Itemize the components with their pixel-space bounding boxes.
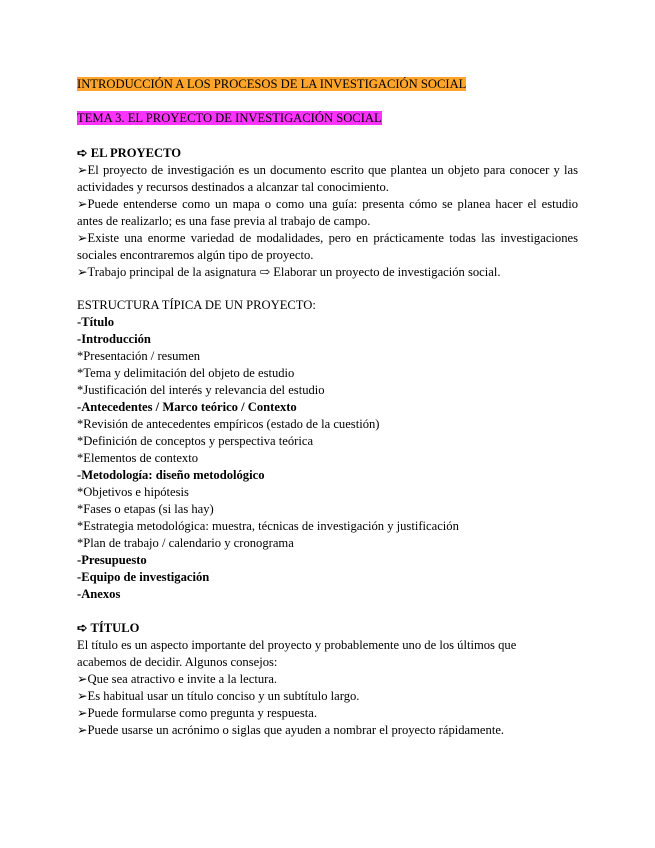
- structure-subitem: *Tema y delimitación del objeto de estudio: [77, 366, 295, 380]
- paragraph-line: acabemos de decidir. Algunos consejos:: [77, 655, 278, 669]
- paragraph-line: actividades y recursos destinados a alcanzar tal conocimiento.: [77, 180, 389, 194]
- paragraph-line: El título es un aspecto importante del proyecto y probablemente uno de los últimos que: [77, 638, 517, 652]
- structure-heading: ESTRUCTURA TÍPICA DE UN PROYECTO:: [77, 298, 316, 312]
- structure-item: -Metodología: diseño metodológico: [77, 468, 265, 482]
- structure-subitem: *Fases o etapas (si las hay): [77, 502, 214, 516]
- bullet-line: ➢Es habitual usar un título conciso y un subtítulo largo.: [77, 689, 360, 703]
- structure-subitem: *Definición de conceptos y perspectiva teórica: [77, 434, 314, 448]
- structure-subitem: *Objetivos e hipótesis: [77, 485, 189, 499]
- paragraph-line: ➢El proyecto de investigación es un documento escrito que plantea un objeto para conocer y las: [77, 163, 578, 177]
- section-heading-titulo: ➪ TÍTULO: [77, 621, 140, 635]
- structure-item: -Título: [77, 315, 115, 329]
- structure-subitem: *Justificación del interés y relevancia del estudio: [77, 383, 325, 397]
- bullet-line: ➢Que sea atractivo e invite a la lectura.: [77, 672, 278, 686]
- structure-subitem: *Elementos de contexto: [77, 451, 199, 465]
- structure-subitem: *Presentación / resumen: [77, 349, 201, 363]
- structure-item: -Anexos: [77, 587, 121, 601]
- paragraph-line: ➢Existe una enorme variedad de modalidades, pero en prácticamente todas las investigaciones: [77, 231, 578, 245]
- structure-subitem: *Estrategia metodológica: muestra, técnicas de investigación y justificación: [77, 519, 459, 533]
- structure-item: -Equipo de investigación: [77, 570, 210, 584]
- paragraph-line: ➢Puede entenderse como un mapa o como una guía: presenta cómo se planea hacer el estudio: [77, 197, 578, 211]
- structure-item: -Presupuesto: [77, 553, 147, 567]
- paragraph-line: sociales encontraremos algún tipo de proyecto.: [77, 248, 314, 262]
- course-title: [77, 76, 466, 93]
- structure-item: -Introducción: [77, 332, 151, 346]
- bullet-line: ➢Puede formularse como pregunta y respuesta.: [77, 706, 317, 720]
- section-heading-proyecto: ➪ EL PROYECTO: [77, 146, 182, 160]
- topic-title: [77, 110, 382, 127]
- structure-item: -Antecedentes / Marco teórico / Contexto: [77, 400, 297, 414]
- structure-subitem: *Revisión de antecedentes empíricos (estado de la cuestión): [77, 417, 380, 431]
- bullet-line: ➢Puede usarse un acrónimo o siglas que ayuden a nombrar el proyecto rápidamente.: [77, 723, 505, 737]
- topic-title-text: TEMA 3. EL PROYECTO DE INVESTIGACIÓN SOCIAL: [77, 111, 382, 125]
- paragraph-line: antes de realizarlo; es una fase previa al trabajo de campo.: [77, 214, 371, 228]
- structure-subitem: *Plan de trabajo / calendario y cronograma: [77, 536, 294, 550]
- course-title-text: INTRODUCCIÓN A LOS PROCESOS DE LA INVESTIGACIÓN SOCIAL: [77, 77, 467, 91]
- paragraph-line: ➢Trabajo principal de la asignatura ⇨ Elaborar un proyecto de investigación social.: [77, 265, 501, 279]
